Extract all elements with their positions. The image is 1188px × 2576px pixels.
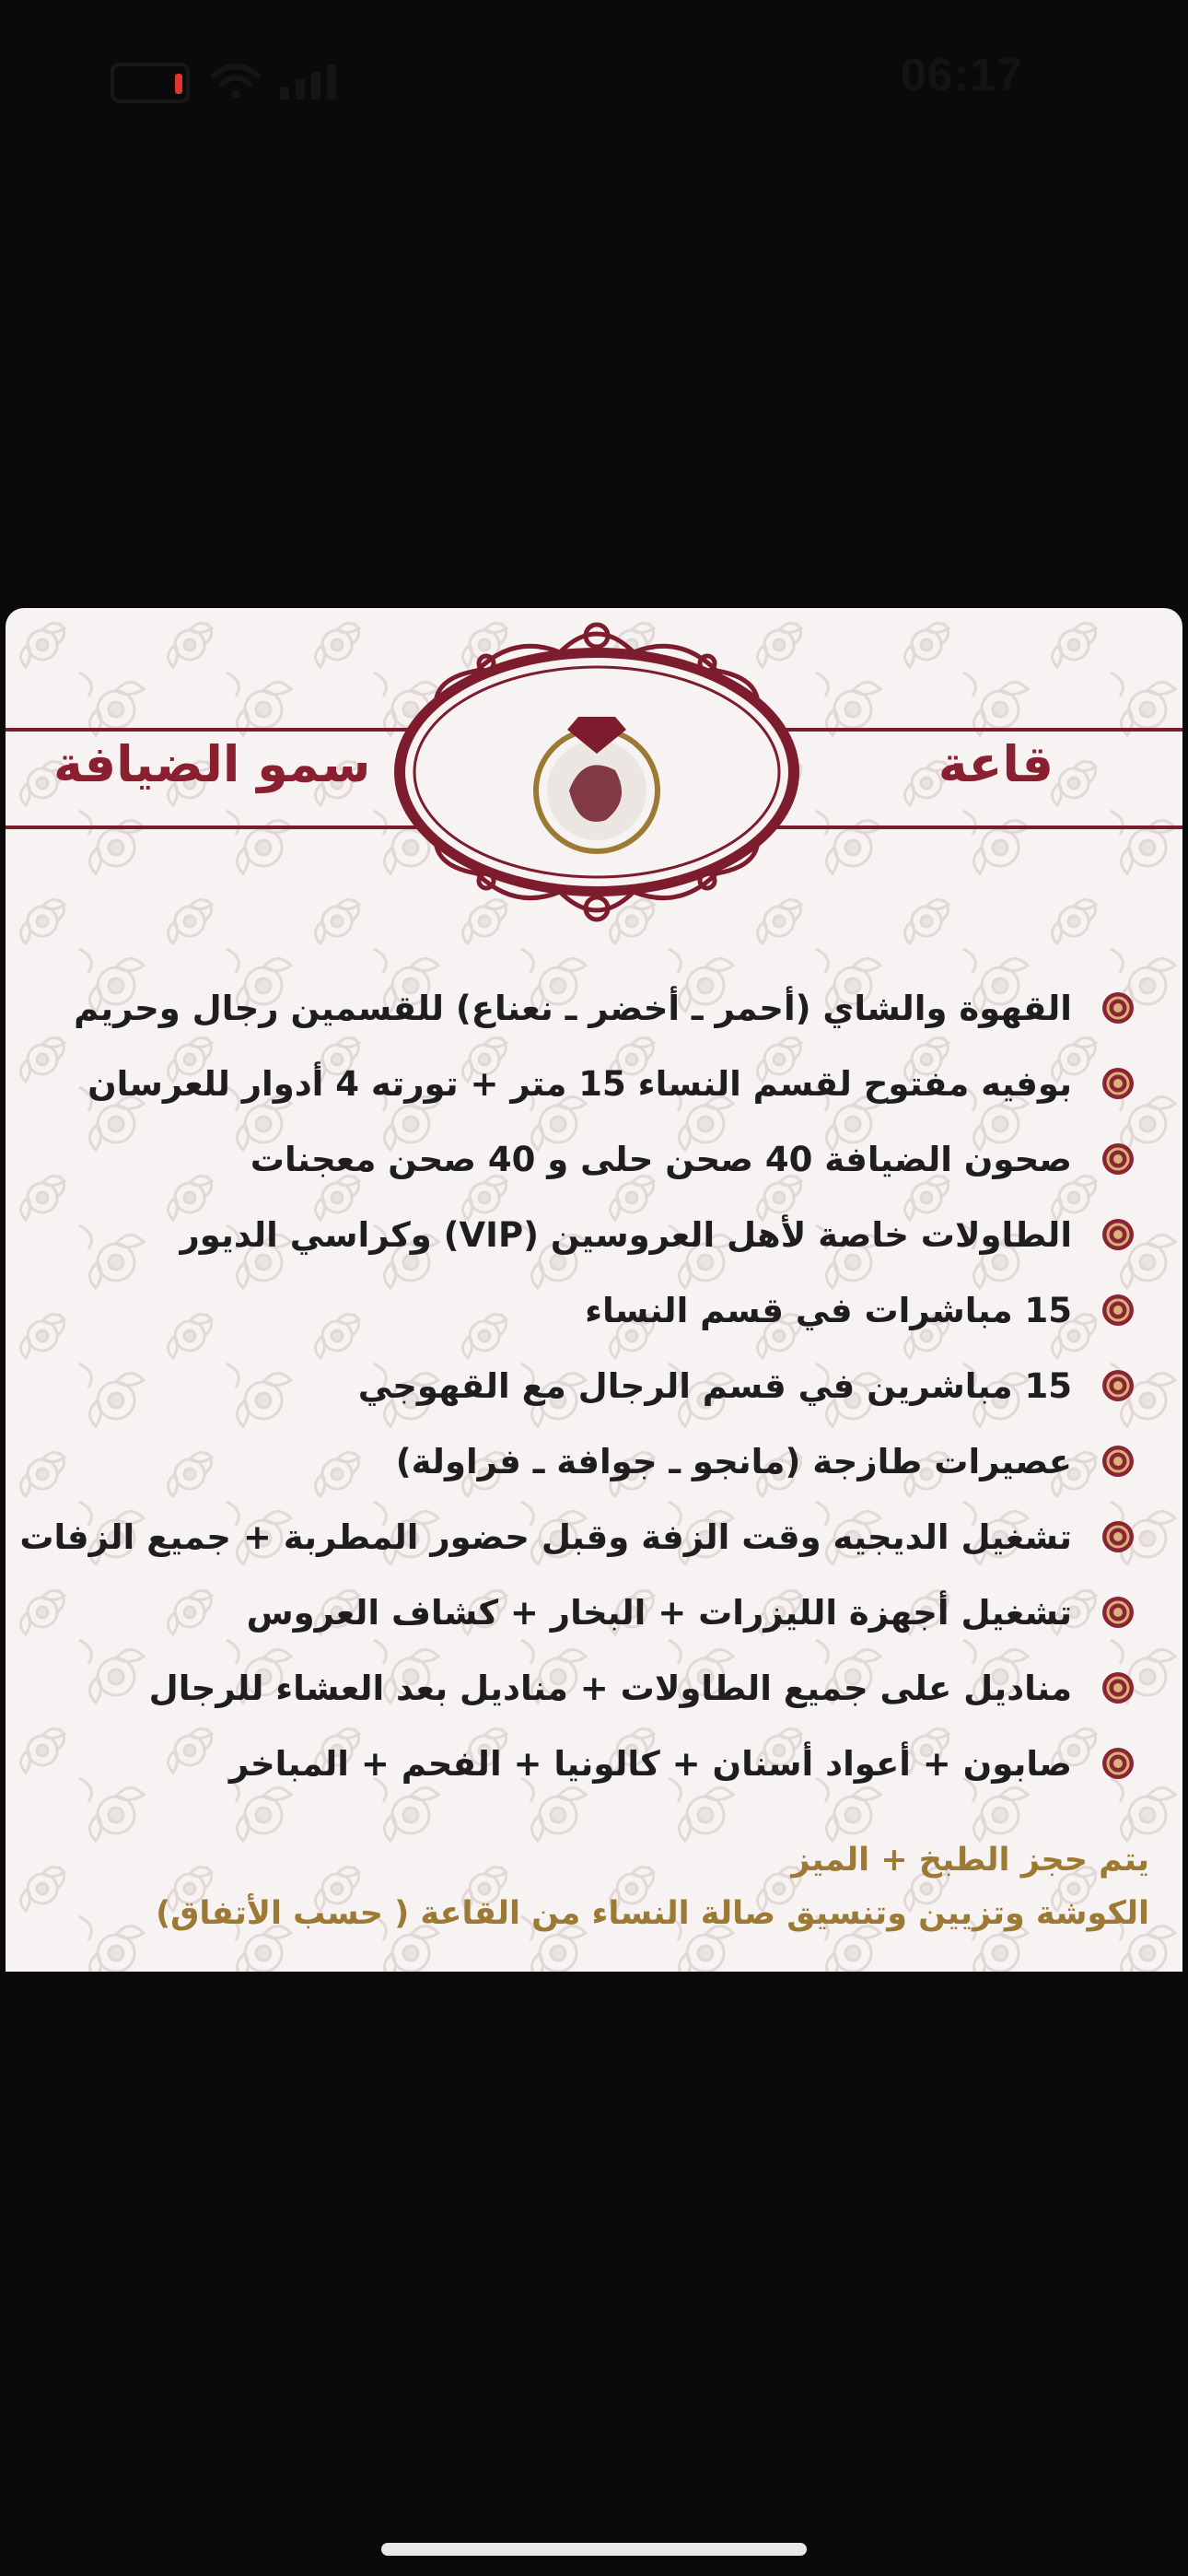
- feature-text: بوفيه مفتوح لقسم النساء 15 متر + تورته 4 أدوار للعرسان: [87, 1063, 1072, 1104]
- feature-item: [31, 1046, 1136, 1121]
- rose-bullet-icon: [1100, 1669, 1136, 1706]
- feature-text: 15 مباشرين في قسم الرجال مع القهوجي: [357, 1365, 1072, 1406]
- feature-item: [31, 1272, 1136, 1348]
- rose-bullet-icon: [1100, 1443, 1136, 1480]
- rose-bullet-icon: [1100, 1594, 1136, 1631]
- feature-item: [31, 1650, 1136, 1726]
- status-bar: [0, 0, 1188, 157]
- ring-logo-medallion: [385, 615, 809, 929]
- hall-word: قاعة: [938, 735, 1054, 793]
- battery-icon: [111, 63, 190, 103]
- feature-text: عصيرات طازجة (مانجو ـ جوافة ـ فراولة): [395, 1441, 1072, 1481]
- feature-text: الطاولات خاصة لأهل العروسين (VIP) وكراسي الديور: [180, 1214, 1072, 1255]
- rose-bullet-icon: [1100, 1292, 1136, 1329]
- rose-bullet-icon: [1100, 1367, 1136, 1404]
- feature-text: صحون الضيافة 40 صحن حلى و 40 صحن معجنات: [250, 1139, 1072, 1179]
- rose-bullet-icon: [1100, 1141, 1136, 1177]
- feature-text: 15 مباشرات في قسم النساء: [585, 1290, 1072, 1330]
- rose-bullet-icon: [1100, 1216, 1136, 1253]
- home-indicator[interactable]: [381, 2543, 807, 2556]
- status-time: 06:17: [901, 49, 1023, 100]
- rose-bullet-icon: [1100, 1518, 1136, 1555]
- feature-item: [31, 1121, 1136, 1197]
- rose-bullet-icon: [1100, 989, 1136, 1026]
- features-list: [19, 970, 1136, 1801]
- rose-bullet-icon: [1100, 1745, 1136, 1782]
- feature-item: [31, 1726, 1136, 1801]
- feature-item: [31, 1423, 1136, 1499]
- wifi-icon: [210, 61, 262, 101]
- cellular-signal-icon: [280, 64, 346, 100]
- battery-level: [175, 74, 182, 94]
- feature-item: [31, 970, 1136, 1046]
- feature-text: القهوة والشاي (أحمر ـ أخضر ـ نعناع) للقسمين رجال وحريم: [74, 988, 1072, 1028]
- feature-text: تشغيل أجهزة الليزرات + البخار + كشاف العروس: [246, 1592, 1072, 1633]
- feature-text: صابون + أعواد أسنان + كالونيا + الفحم + المباخر: [228, 1743, 1072, 1784]
- feature-item: [31, 1197, 1136, 1272]
- feature-item: [31, 1348, 1136, 1423]
- feature-item: [19, 1499, 1136, 1575]
- note-line: يتم حجز الطبخ + الميز: [791, 1842, 1149, 1879]
- booking-notes: [156, 1833, 1149, 1940]
- feature-text: مناديل على جميع الطاولات + مناديل بعد العشاء للرجال: [148, 1668, 1072, 1708]
- rose-bullet-icon: [1100, 1065, 1136, 1102]
- hall-name: سمو الضيافة: [53, 735, 371, 793]
- note-line: الكوشة وتزيين وتنسيق صالة النساء من القاعة ( حسب الأتفاق): [156, 1895, 1149, 1932]
- feature-text: تشغيل الديجيه وقت الزفة وقبل حضور المطربة + جميع الزفات: [19, 1516, 1072, 1557]
- feature-item: [31, 1575, 1136, 1650]
- hall-flyer-image: [6, 608, 1182, 1972]
